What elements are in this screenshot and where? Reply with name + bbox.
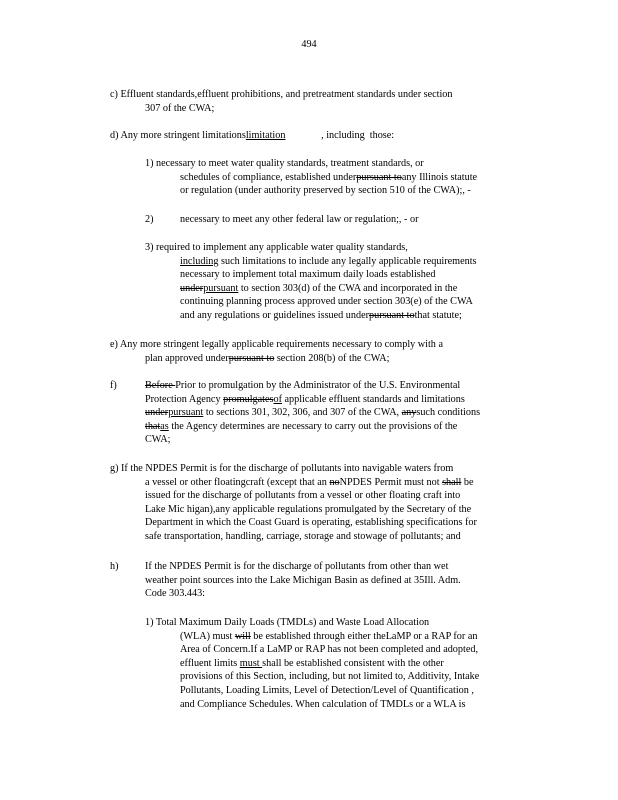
item-3-line-1: 3) required to implement any applicable water quality standards, bbox=[145, 242, 408, 253]
deleted-text: pursuant to bbox=[228, 352, 275, 364]
item-2-number: 2) bbox=[145, 214, 154, 225]
h-item-1-text-2a: (WLA) must bbox=[180, 630, 235, 642]
section-e-line-1: e) Any more stringent legally applicable requirements necessary to comply with a bbox=[110, 339, 443, 350]
inserted-text: must bbox=[239, 657, 263, 669]
section-g-text-2e: be bbox=[461, 476, 474, 488]
h-item-1-line-6: Pollutants, Loading Limits, Level of Detection/Level of Quantification , bbox=[180, 684, 474, 696]
deleted-text: under bbox=[180, 282, 204, 294]
deleted-text: shall bbox=[442, 476, 462, 488]
inserted-text: as bbox=[160, 420, 169, 432]
h-item-1-line-1: 1) Total Maximum Daily Loads (TMDLs) and Waste Load Allocation bbox=[145, 617, 430, 628]
section-d-item-1 bbox=[145, 157, 477, 198]
section-f-text-3f: such conditions bbox=[416, 407, 481, 419]
section-f-text-2d: applicable effluent standards and limitations bbox=[281, 393, 465, 405]
h-item-1-text-4c: shall be established consistent with the other bbox=[262, 657, 444, 669]
section-g-line-4: Lake Mic higan),any applicable regulations promulgated by the Secretary of the bbox=[145, 503, 472, 515]
inserted-text: pursuant bbox=[168, 407, 204, 419]
inserted-text: including bbox=[180, 255, 219, 267]
section-g-text-2a: a vessel or other floatingcraft (except that an bbox=[145, 476, 330, 488]
item-1-line-1: 1) necessary to meet water quality standards, treatment standards, or bbox=[145, 158, 424, 169]
item-3-text-6a: and any regulations or guidelines issued under bbox=[180, 309, 369, 321]
section-h-line-2: weather point sources into the Lake Michigan Basin as defined at 35Ill. Adm. bbox=[145, 574, 461, 586]
h-item-1-line-5: provisions of this Section, including, but not limited to, Additivity, Intake bbox=[180, 671, 480, 683]
section-g-text-2c: NPDES Permit must not bbox=[339, 476, 443, 488]
section-f-text-2a: Protection Agency bbox=[145, 393, 224, 405]
section-c bbox=[110, 88, 453, 115]
section-d-text-c: , including those: bbox=[285, 130, 395, 141]
section-f-line-5: CWA; bbox=[145, 434, 171, 446]
h-item-1-line-3: Area of Concern.If a LaMP or RAP has not been completed and adopted, bbox=[180, 644, 478, 656]
section-h-item-1 bbox=[145, 616, 479, 711]
inserted-text: pursuant bbox=[203, 282, 239, 294]
section-g-line-5: Department in which the Coast Guard is operating, establishing specifications for bbox=[145, 517, 477, 529]
section-h-label: h) bbox=[110, 561, 119, 572]
section-f-text-3d: and 307 of the CWA, bbox=[312, 407, 402, 419]
section-f-line-2 bbox=[145, 393, 480, 407]
h-item-1-line-2 bbox=[145, 630, 479, 644]
item-3-text-b: such limitations to include any legally applicable requirements bbox=[218, 255, 477, 267]
section-f-label: f) bbox=[110, 380, 117, 391]
deleted-text: under bbox=[145, 407, 169, 419]
section-g-line-6: safe transportation, handling, carriage, storage and stowage of pollutants; and bbox=[145, 530, 461, 542]
section-h-line-1: If the NPDES Permit is for the discharge of pollutants from other than wet bbox=[145, 561, 449, 572]
item-1-text-c: any Illinois statute bbox=[401, 171, 478, 183]
item-1-text-a: schedules of compliance, established under bbox=[180, 171, 357, 183]
deleted-text: Before bbox=[145, 380, 176, 391]
section-f-text-4c: the Agency determines are necessary to carry out the provisions of the bbox=[168, 420, 458, 432]
deleted-text: promulgates bbox=[223, 393, 274, 405]
section-f-line-3 bbox=[145, 406, 480, 420]
item-3-line-5: continuing planning process approved under section 303(e) of the CWA bbox=[180, 296, 473, 308]
item-3-text-6c: that statute; bbox=[414, 309, 462, 321]
deleted-text: no bbox=[329, 476, 340, 488]
deleted-text: that bbox=[145, 420, 161, 432]
h-item-1-line-4 bbox=[145, 657, 479, 671]
h-item-1-line-7: and Compliance Schedules. When calculation of TMDLs or a WLA is bbox=[180, 698, 466, 710]
section-d-item-2 bbox=[145, 213, 419, 227]
inserted-text: limitation bbox=[245, 130, 286, 141]
section-d-line-1 bbox=[110, 129, 394, 143]
item-3-text-c: to section 303(d) of the CWA and incorporated in the bbox=[238, 282, 458, 294]
h-item-1-text-4a: effluent limits bbox=[180, 657, 240, 669]
section-d-item-3 bbox=[145, 241, 477, 323]
section-f-line-1 bbox=[145, 379, 480, 393]
section-f-text-3c: to sections 301, 302, 306, bbox=[203, 407, 313, 419]
item-1-line-2 bbox=[145, 171, 477, 185]
item-3-line-6 bbox=[145, 309, 477, 323]
h-item-1-text-2c: be established through either theLaMP or a RAP for an bbox=[250, 630, 478, 642]
section-h-line-3: Code 303.443: bbox=[145, 588, 205, 600]
section-g bbox=[110, 462, 477, 544]
section-c-line-1: c) Effluent standards,effluent prohibitions, and pretreatment standards under section bbox=[110, 89, 453, 100]
page-number: 494 bbox=[301, 39, 317, 50]
deleted-text: any bbox=[401, 407, 417, 419]
item-3-line-4 bbox=[145, 282, 477, 296]
section-h bbox=[145, 560, 461, 601]
section-g-line-1: g) If the NPDES Permit is for the discharge of pollutants into navigable waters from bbox=[110, 463, 454, 474]
section-f-text-1b: Prior to promulgation by the Administrator of the U.S. Environmental bbox=[175, 380, 461, 391]
section-f bbox=[145, 379, 480, 447]
item-3-line-3: necessary to implement total maximum daily loads established bbox=[180, 269, 436, 281]
item-3-line-2 bbox=[145, 255, 477, 269]
section-d-text-a: d) Any more stringent limitations bbox=[110, 130, 246, 141]
deleted-text: will bbox=[234, 630, 251, 642]
section-e-line-2 bbox=[110, 352, 443, 366]
section-d bbox=[110, 129, 394, 143]
section-e bbox=[110, 338, 443, 365]
section-e-text-c: section 208(b) of the CWA; bbox=[274, 352, 390, 364]
deleted-text: pursuant to bbox=[369, 309, 415, 321]
item-2-text: necessary to meet any other federal law or regulation;, - or bbox=[180, 214, 419, 225]
inserted-text: of bbox=[273, 393, 282, 405]
section-g-line-2 bbox=[110, 476, 477, 490]
section-f-line-4 bbox=[145, 420, 480, 434]
deleted-text: pursuant to bbox=[356, 171, 402, 183]
section-e-text-a: plan approved under bbox=[145, 352, 229, 364]
section-g-line-3: issued for the discharge of pollutants from a vessel or other floating craft into bbox=[145, 490, 461, 502]
item-1-line-3: or regulation (under authority preserved by section 510 of the CWA);, - bbox=[180, 185, 471, 197]
section-c-line-2: 307 of the CWA; bbox=[145, 102, 215, 114]
